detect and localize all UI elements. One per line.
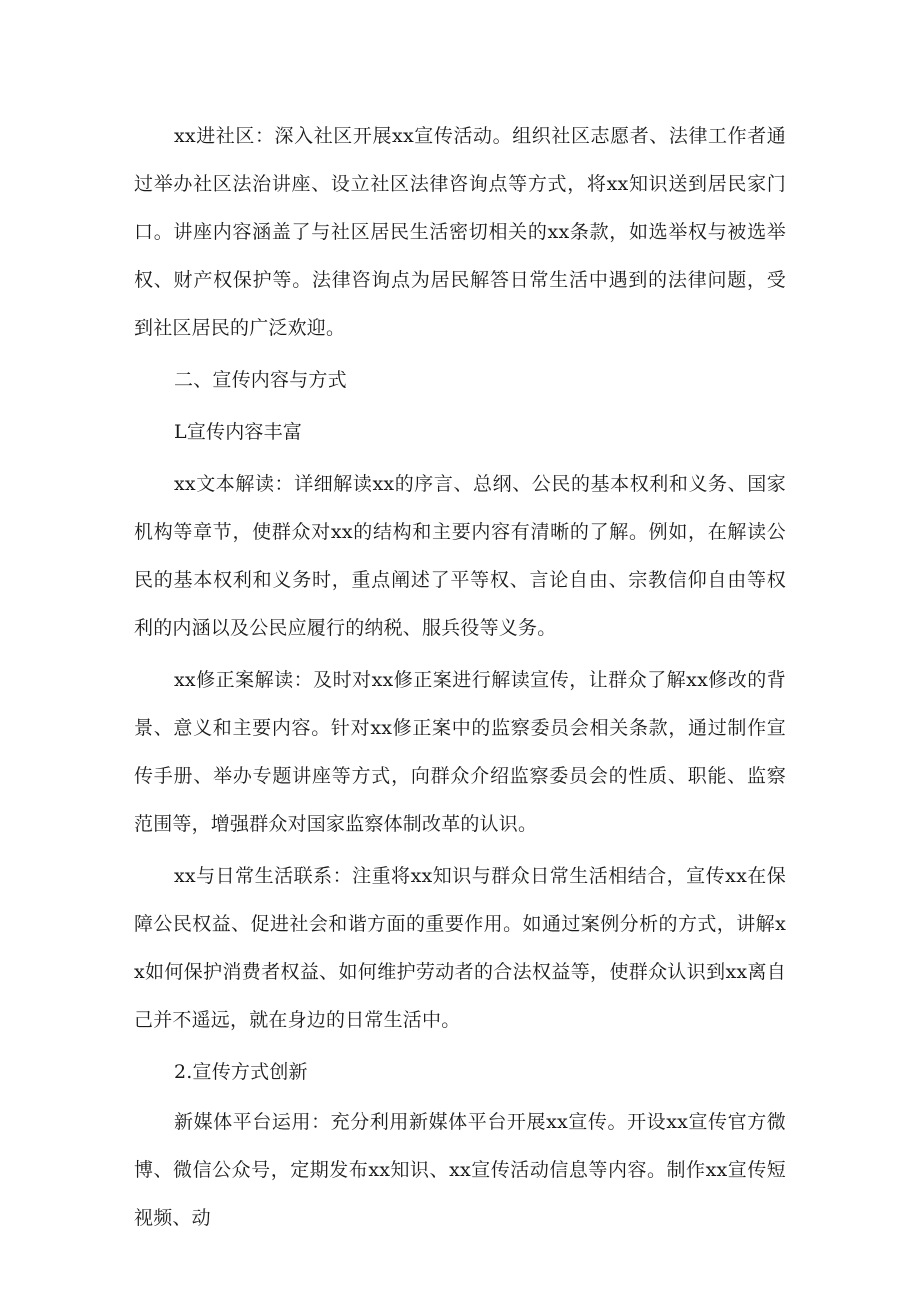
subheading-content: L宣传内容丰富 [174,421,303,443]
paragraph-community-outreach: xx进社区：深入社区开展xx宣传活动。组织社区志愿者、法律工作者通过举办社区法治讲座、设立社区法律咨询点等方式，将xx知识送到居民家门口。讲座内容涵盖了与社区居民生活密切相关的xx条款，如选举权与被选举权、财产权保护等。法律咨询点为居民解答日常生活中遇到的法律问题，受到社区居民的广泛欢迎。 [134,125,786,339]
paragraph-amendment-interpretation: xx修正案解读：及时对xx修正案进行解读宣传，让群众了解xx修改的背景、意义和主要内容。针对xx修正案中的监察委员会相关条款，通过制作宣传手册、举办专题讲座等方式，向群众介绍监察委员会的性质、职能、监察范围等，增强群众对国家监察体制改革的认识。 [134,669,786,835]
paragraph-text-interpretation: xx文本解读：详细解读xx的序言、总纲、公民的基本权利和义务、国家机构等章节，使群众对xx的结构和主要内容有清晰的了解。例如，在解读公民的基本权利和义务时，重点阐述了平等权、言论自由、宗教信仰自由等权利的内涵以及公民应履行的纳税、服兵役等义务。 [134,473,786,639]
subheading-methods: 2.宣传方式创新 [174,1061,308,1083]
paragraph-daily-life: xx与日常生活联系：注重将xx知识与群众日常生活相结合，宣传xx在保障公民权益、促进社会和谐方面的重要作用。如通过案例分析的方式，讲解xx如何保护消费者权益、如何维护劳动者的合法权益等，使群众认识到xx离自己并不遥远，就在身边的日常生活中。 [134,865,786,1031]
document-body [134,112,786,1242]
section-heading: 二、宣传内容与方式 [174,369,347,391]
paragraph-new-media: 新媒体平台运用：充分利用新媒体平台开展xx宣传。开设xx宣传官方微博、微信公众号，定期发布xx知识、xx宣传活动信息等内容。制作xx宣传短视频、动 [134,1111,786,1229]
